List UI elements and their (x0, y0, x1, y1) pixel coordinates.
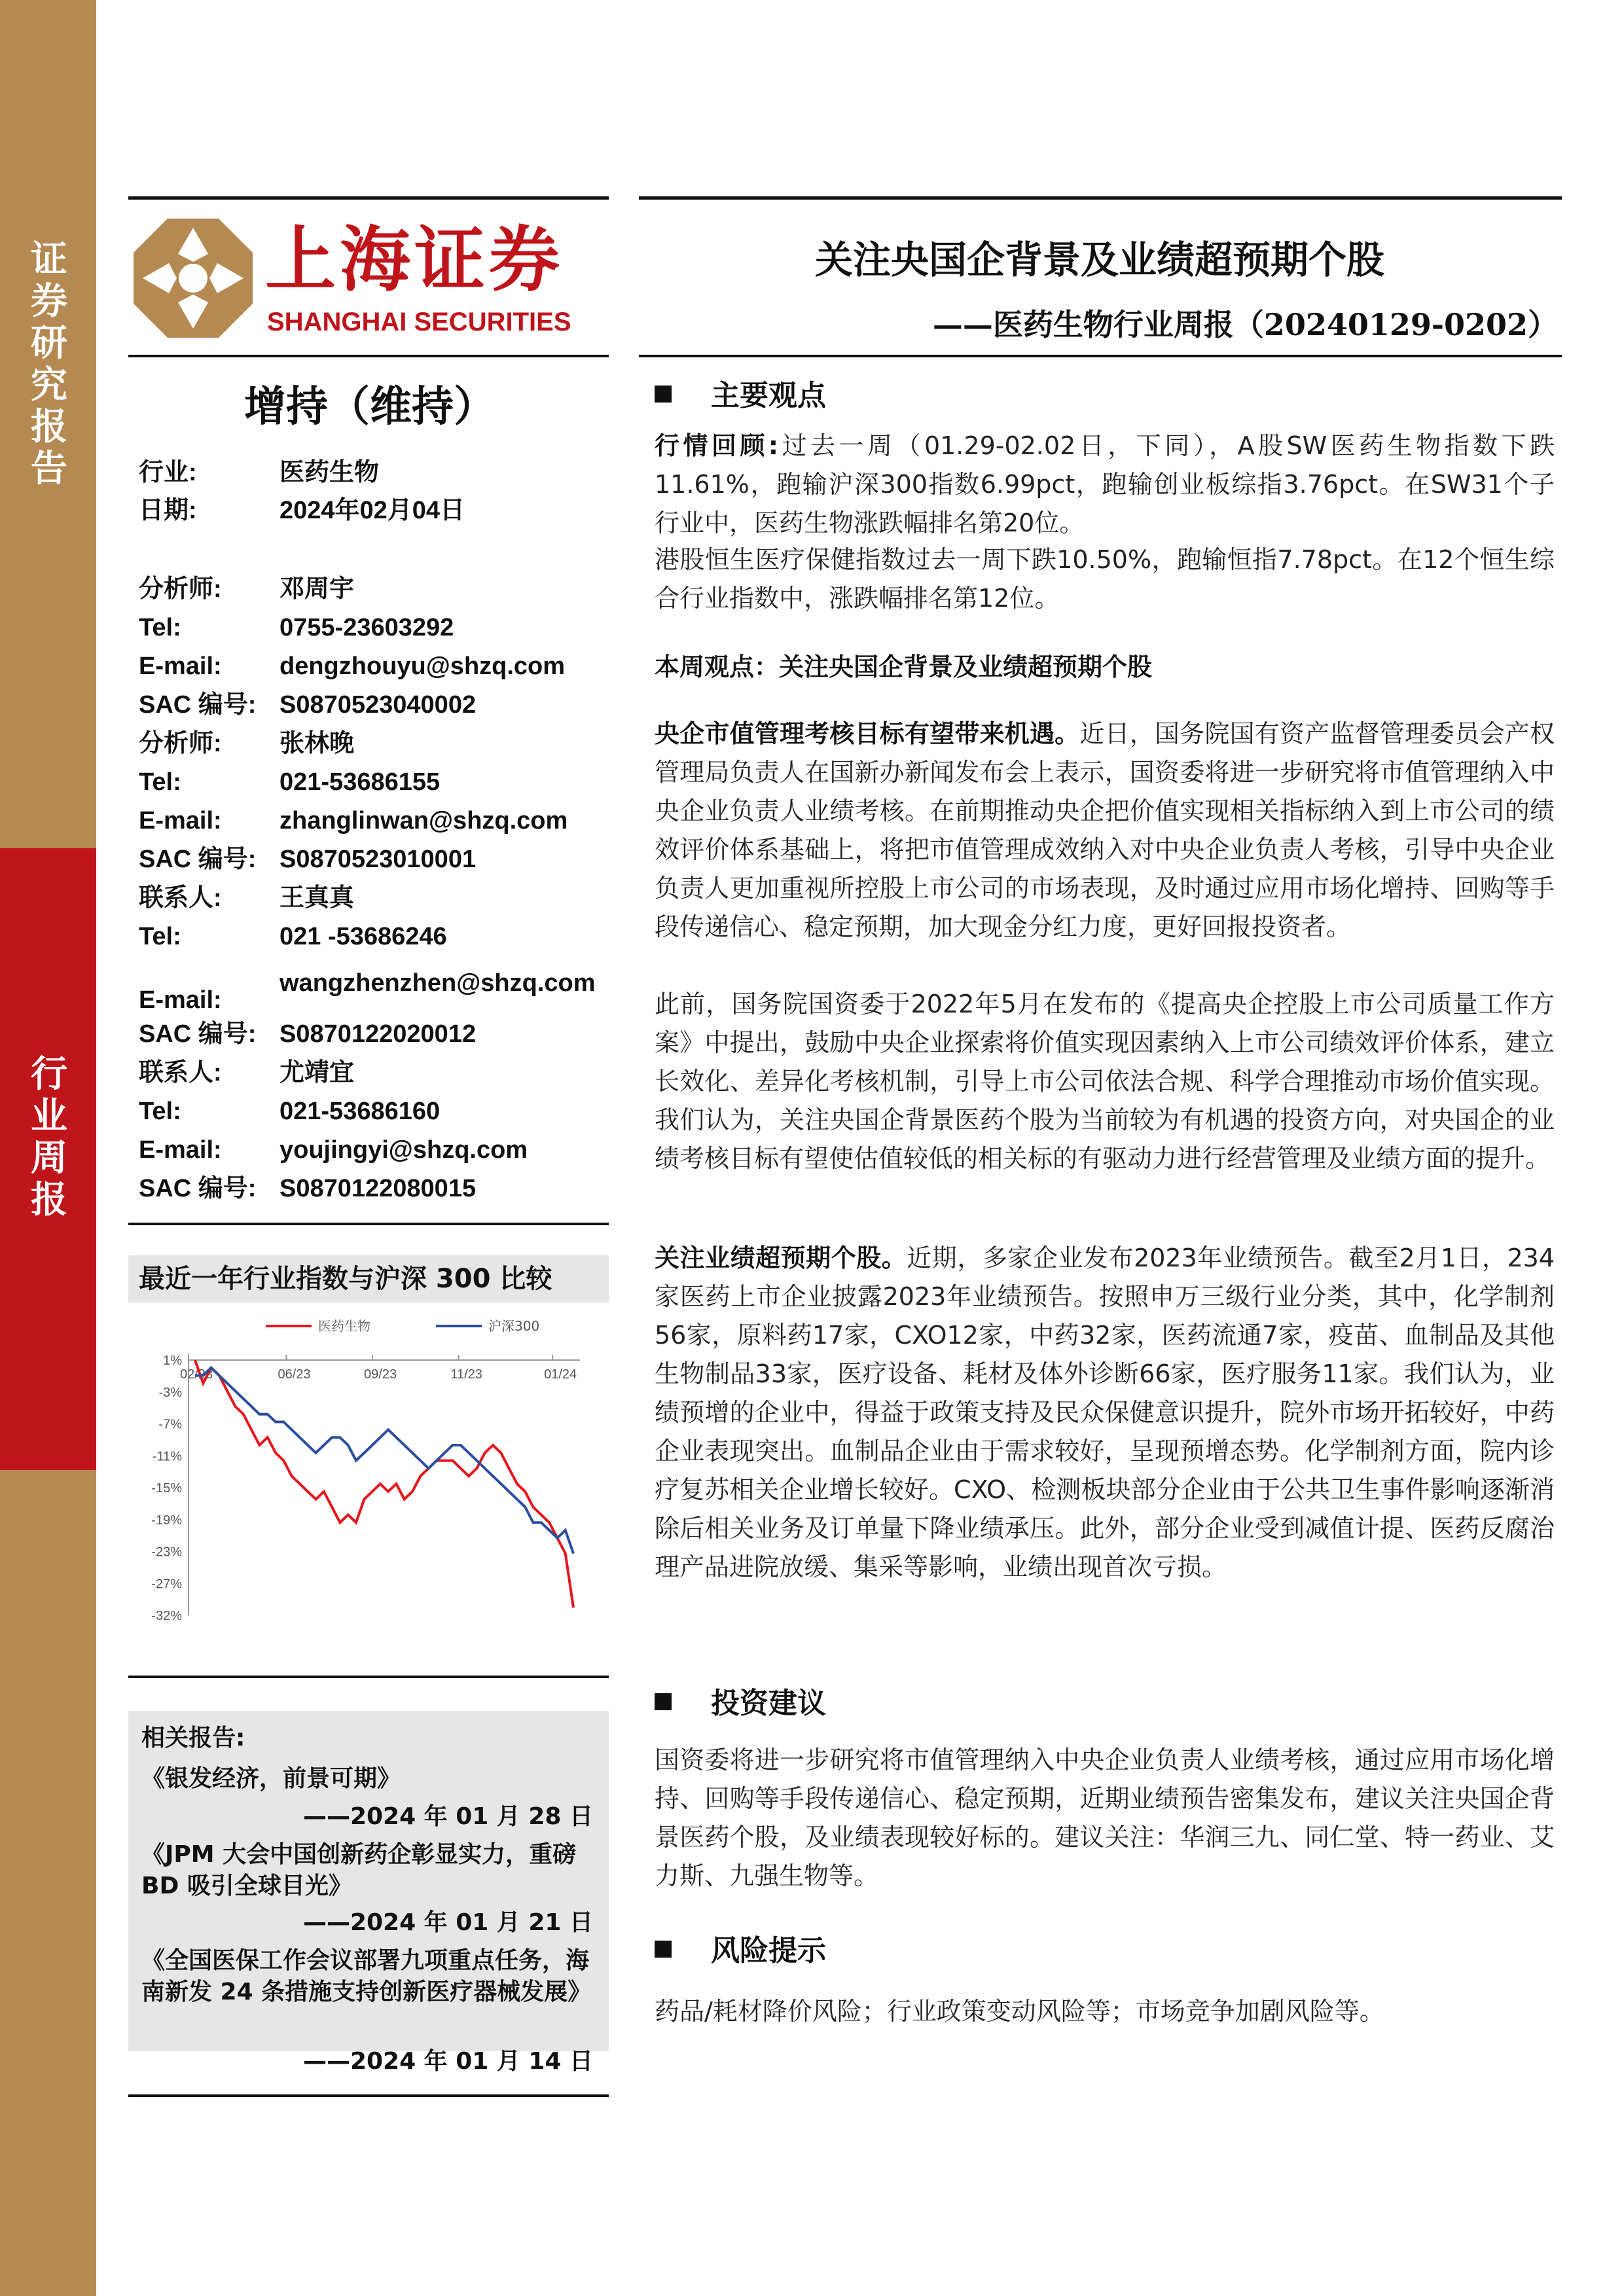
rule-under-title (639, 355, 1562, 357)
analyst-label: Tel: (139, 923, 181, 950)
para-text: 近期，多家企业发布2023年业绩预告。截至2月1日，234家医药上市企业披露2023年业绩预告。按照申万三级行业分类，其中，化学制剂56家，原料药17家，CXO12家，中药32家，医药流通7家，疫苗、血制品及其他生物制品33家，医疗设备、耗材及体外诊断66家，医疗服务11家。我们认为，业绩预增的企业中，得益于政策支持及民众保健意识提升，院外市场开拓较好，中药企业表现突出。血制品企业由于需求较好，呈现预增态势。化学制剂方面，院内诊疗复苏相关企业增长较好。CXO、检测板块部分企业由于公共卫生事件影响逐渐消除后相关业务及订单量下降业绩承压。此外，部分企业受到减值计提、医药反腐治理产品进院放缓、集采等影响，业绩出现首次亏损。 (655, 1244, 1555, 1581)
chart-y-tick-label: -15% (151, 1481, 182, 1496)
analyst-value: 021-53686155 (280, 768, 441, 796)
related-report-title-link[interactable]: 《全国医保工作会议部署九项重点任务，海南新发 24 条措施支持创新医疗器械发展》 (141, 1947, 592, 2005)
para-view-heading (655, 648, 1555, 687)
rule-top-left (128, 196, 609, 200)
analyst-label: E-mail: (139, 986, 222, 1014)
related-report-date: ——2024 年 01 月 28 日 (302, 1803, 593, 1830)
para-label: 行情回顾: (655, 431, 779, 460)
para-review (655, 427, 1555, 543)
rule-under-logo (128, 355, 609, 357)
chart-x-tick-label: 09/23 (364, 1367, 397, 1382)
chart-series-line-csi300 (195, 1368, 573, 1554)
meta-value: 2024年02月04日 (280, 497, 465, 524)
rule-under-related (128, 2094, 609, 2097)
square-bullet-icon (655, 1693, 672, 1710)
analyst-value: 邓周宇 (280, 575, 355, 603)
analyst-label: SAC 编号: (139, 1175, 257, 1202)
para-label: 央企市值管理考核目标有望带来机遇。 (655, 719, 1080, 748)
analyst-label: Tel: (139, 614, 181, 641)
section-investment (655, 1679, 826, 1721)
chart-y-tick-label: -3% (158, 1385, 182, 1400)
analyst-value: 王真真 (280, 884, 355, 912)
analyst-value: 021-53686160 (280, 1098, 441, 1125)
analyst-email-link[interactable]: dengzhouyu@shzq.com (280, 653, 566, 680)
analyst-label: E-mail: (139, 1136, 222, 1164)
chart-title: 最近一年行业指数与沪深 300 比较 (128, 1255, 609, 1302)
para-review-hk: 港股恒生医疗保健指数过去一周下跌10.50%，跑输恒指7.78pct。在12个恒生综合行业指数中，涨跌幅排名第12位。 (655, 545, 1555, 613)
chart-y-tick-label: -27% (151, 1577, 182, 1592)
section-risk (655, 1927, 826, 1969)
analyst-label: 联系人: (139, 884, 222, 912)
meta-value: 医药生物 (280, 459, 380, 486)
para-heading: 本周观点：关注央国企背景及业绩超预期个股 (655, 653, 1153, 681)
chart-y-tick-label: 1% (163, 1354, 182, 1368)
chart-y-tick-label: -19% (151, 1513, 182, 1528)
chart-legend-label: 沪深300 (488, 1318, 540, 1334)
meta-label: 行业: (139, 459, 197, 486)
analyst-value: S0870523040002 (280, 691, 477, 719)
analyst-value: 尤靖宜 (280, 1059, 355, 1086)
square-bullet-icon (655, 386, 672, 403)
analyst-label: SAC 编号: (139, 691, 257, 719)
brand-name-en: SHANGHAI SECURITIES (267, 308, 571, 336)
chart-legend-label: 医药生物 (318, 1318, 370, 1334)
rating: 增持（维持） (244, 382, 496, 431)
analyst-label: 联系人: (139, 1059, 222, 1086)
related-report-date: ——2024 年 01 月 14 日 (302, 2048, 593, 2075)
analyst-label: E-mail: (139, 807, 222, 834)
para-text: 近日，国务院国有资产监督管理委员会产权管理局负责人在国新办新闻发布会上表示，国资委将进一步研究将市值管理纳入中央企业负责人业绩考核。在前期推动央企把价值实现相关指标纳入到上市公司的绩效评价体系基础上，将把市值管理成效纳入对中央企业负责人考核，引导中央企业负责人更加重视所控股上市公司的市场表现，及时通过应用市场化增持、回购等手段传递信心、稳定预期，加大现金分红力度，更好回报投资者。 (655, 719, 1555, 941)
rule-under-analysts (128, 1223, 609, 1225)
analyst-email-link[interactable]: wangzhenzhen@shzq.com (280, 969, 596, 997)
related-reports (128, 1711, 609, 2075)
brand-name-cn: 上海证券 (265, 219, 564, 301)
section-heading: 主要观点 (711, 379, 826, 412)
side-label-research: 证券研究报告 (31, 238, 67, 490)
chart-x-tick-label: 06/23 (278, 1367, 311, 1382)
analyst-value: 0755-23603292 (280, 614, 454, 641)
related-report-date: ——2024 年 01 月 21 日 (302, 1909, 593, 1936)
rule-top-right (639, 196, 1562, 200)
section-heading: 风险提示 (711, 1934, 826, 1967)
analyst-label: 分析师: (139, 730, 222, 757)
para-investment: 国资委将进一步研究将市值管理纳入中央企业负责人业绩考核，通过应用市场化增持、回购等手段传递信心、稳定预期，近期业绩预告密集发布，建议关注央国企背景医药个股，及业绩表现较好标的。建议关注：华润三九、同仁堂、特一药业、艾力斯、九强生物等。 (655, 1746, 1555, 1890)
chart-plot (128, 1308, 609, 1661)
analyst-email-link[interactable]: youjingyi@shzq.com (280, 1136, 528, 1164)
analyst-value: S0870523010001 (280, 846, 477, 873)
chart-x-tick-label: 02/23 (179, 1367, 213, 1382)
chart-y-tick-label: -11% (152, 1449, 182, 1464)
para-performance (655, 1239, 1555, 1587)
chart-series-line-pharma (195, 1360, 573, 1607)
brand-logo (131, 216, 576, 340)
para-label: 关注业绩超预期个股。 (655, 1244, 907, 1272)
analyst-value: 021 -53686246 (280, 923, 447, 950)
side-label-weekly: 行业周报 (31, 1053, 67, 1221)
para-soe (655, 715, 1555, 946)
para-risk: 药品/耗材降价风险；行业政策变动风险等；市场竞争加剧风险等。 (655, 1997, 1384, 2026)
chart-y-tick-label: -7% (158, 1417, 182, 1432)
brand-logo-mark-icon (131, 216, 255, 340)
rule-under-chart (128, 1676, 609, 1678)
chart-y-tick-label: -32% (151, 1609, 182, 1623)
related-report-title-link[interactable]: 《JPM 大会中国创新药企彰显实力，重磅BD 吸引全球目光》 (141, 1841, 577, 1899)
analyst-value: S0870122080015 (280, 1175, 477, 1202)
analyst-label: SAC 编号: (139, 846, 257, 873)
para-text: 过去一周（01.29-02.02日，下同），A股SW医药生物指数下跌11.61%，跑输沪深300指数6.99pct，跑输创业板综指3.76pct。在SW31个子行业中，医药生物涨跌幅排名第20位。 (655, 431, 1555, 537)
meta-label: 日期: (139, 497, 197, 524)
index-chart (128, 1255, 609, 1661)
chart-x-tick-label: 11/23 (450, 1367, 482, 1382)
analyst-value: 张林晚 (280, 730, 355, 757)
chart-x-tick-label: 01/24 (544, 1367, 577, 1382)
square-bullet-icon (655, 1941, 672, 1958)
section-heading: 投资建议 (711, 1687, 826, 1720)
analyst-label: SAC 编号: (139, 1020, 257, 1048)
related-report-title-link[interactable]: 《银发经济，前景可期》 (141, 1765, 401, 1792)
chart-y-tick-label: -23% (151, 1545, 182, 1560)
analyst-label: Tel: (139, 1098, 181, 1125)
para-soe-2: 此前，国务院国资委于2022年5月在发布的《提高央企控股上市公司质量工作方案》中提出，鼓励中央企业探索将价值实现因素纳入上市公司绩效评价体系，建立长效化、差异化考核机制，引导上市公司依法合规、科学合理推动市场价值实现。我们认为，关注央国企背景医药个股为当前较为有机遇的投资方向，对央国企的业绩考核目标有望使估值较低的相关标的有驱动力进行经营管理及业绩方面的提升。 (655, 990, 1555, 1173)
report-subtitle: ——医药生物行业周报（20240129-0202） (932, 307, 1558, 342)
analyst-label: E-mail: (139, 653, 222, 680)
analyst-value: S0870122020012 (280, 1020, 477, 1048)
analyst-label: 分析师: (139, 575, 222, 603)
related-heading: 相关报告: (141, 1725, 245, 1751)
report-title: 关注央国企背景及业绩超预期个股 (814, 238, 1384, 282)
analyst-email-link[interactable]: zhanglinwan@shzq.com (280, 807, 568, 834)
section-main-points (655, 372, 826, 414)
analyst-label: Tel: (139, 768, 181, 796)
